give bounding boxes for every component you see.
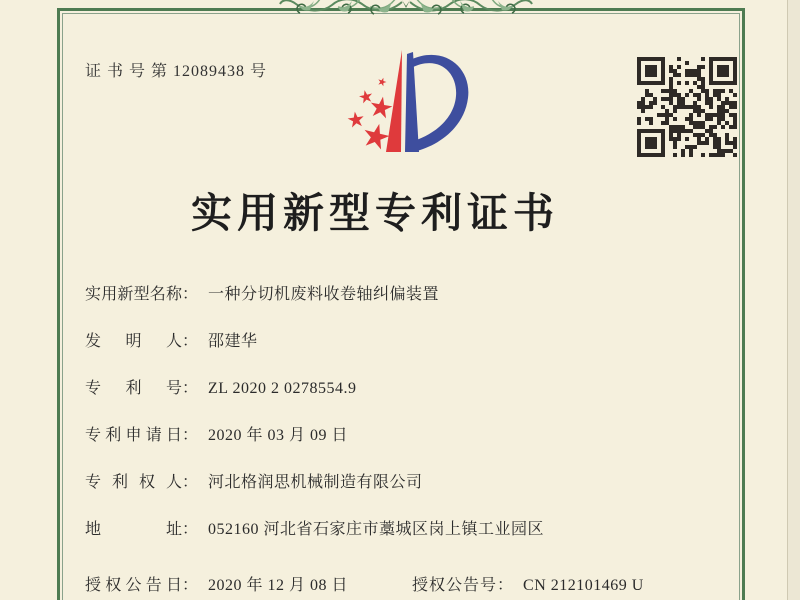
cnipa-patent-logo-icon (332, 42, 472, 168)
certificate-title: 实用新型专利证书 (191, 190, 559, 236)
grant-date-field (85, 572, 348, 595)
field-row-name (85, 281, 725, 305)
field-label: 专利权人 (85, 474, 182, 491)
field-row-inventor (85, 328, 725, 352)
field-colon: ： (182, 577, 199, 594)
field-row-patent-number (85, 375, 725, 399)
field-colon: ： (182, 427, 199, 444)
field-value: 2020 年 12 月 08 日 (208, 577, 349, 594)
field-colon: ： (182, 333, 199, 350)
floral-scroll-ornament-icon (278, 0, 534, 22)
field-value: 河北格润思机械制造有限公司 (208, 474, 423, 491)
field-colon: ： (182, 286, 199, 303)
field-value: CN 212101469 U (523, 577, 644, 594)
field-colon: ： (182, 521, 199, 538)
field-colon: ： (182, 474, 199, 491)
field-label: 发明人 (85, 333, 182, 350)
field-colon: ： (182, 380, 199, 397)
field-value: 一种分切机废料收卷轴纠偏装置 (208, 286, 440, 303)
field-label: 专利申请日 (85, 427, 182, 444)
field-row-address (85, 516, 725, 540)
field-colon: ： (497, 577, 514, 594)
field-label: 实用新型名称 (85, 286, 182, 303)
field-row-filing-date (85, 422, 725, 446)
field-label: 授权公告号 (412, 577, 498, 594)
field-label: 专利号 (85, 380, 182, 397)
field-row-patentee (85, 469, 725, 493)
field-value: 052160 河北省石家庄市藁城区岗上镇工业园区 (208, 521, 545, 538)
field-value: 2020 年 03 月 09 日 (208, 427, 349, 444)
grant-number-field (412, 572, 644, 595)
field-value: ZL 2020 2 0278554.9 (208, 380, 357, 397)
field-label: 地址 (85, 521, 182, 538)
qr-code-icon (637, 57, 737, 157)
field-label: 授权公告日 (85, 577, 182, 594)
certificate-number: 证 书 号 第 12089438 号 (85, 63, 268, 80)
field-value: 邵建华 (208, 333, 258, 350)
certificate-fields (85, 281, 725, 563)
scanned-page-edge (787, 0, 800, 600)
